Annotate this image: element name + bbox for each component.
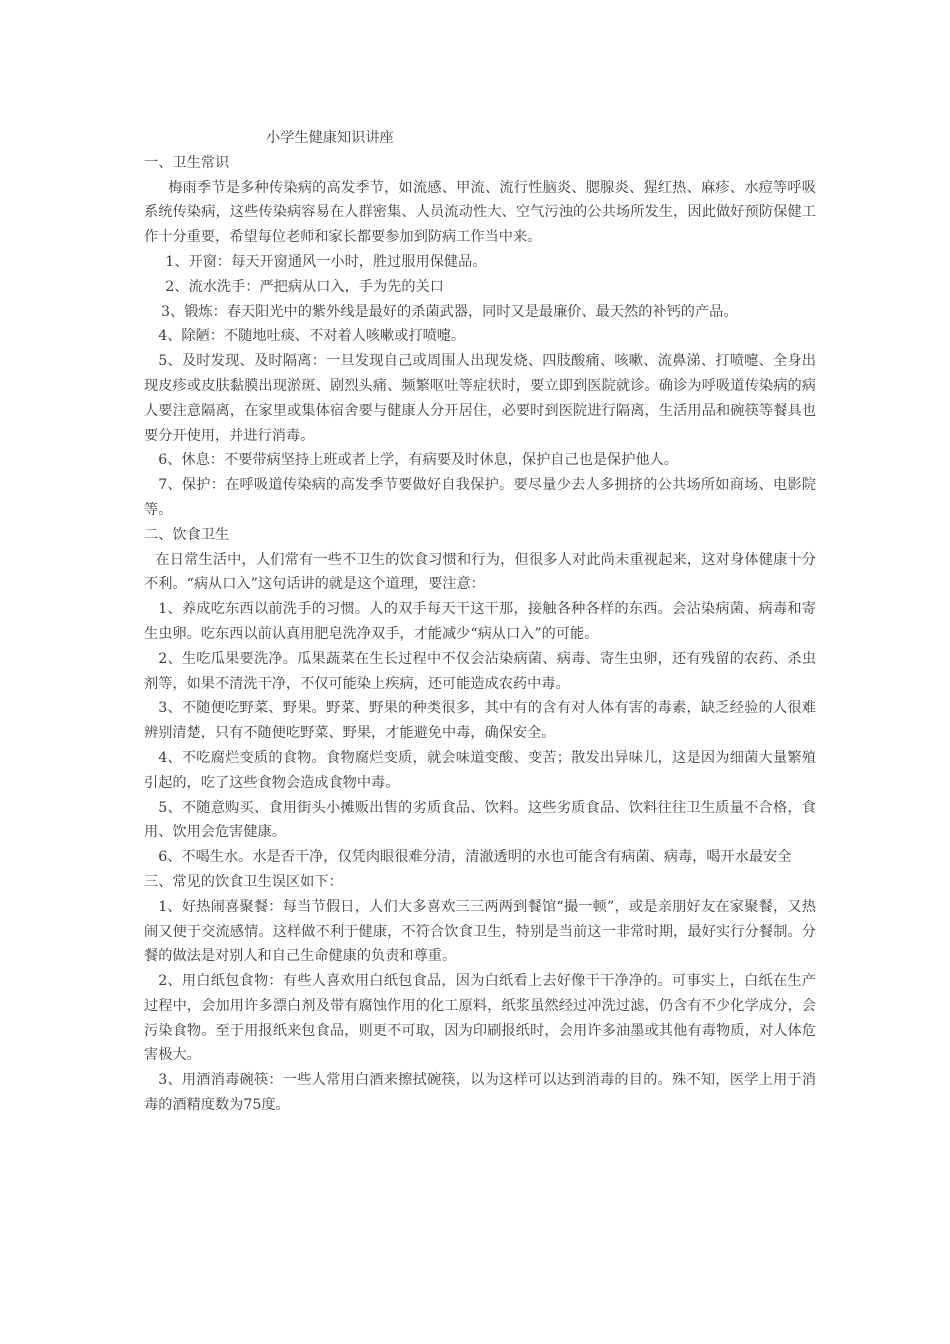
list-item: 2、生吃瓜果要洗净。瓜果蔬菜在生长过程中不仅会沾染病菌、病毒、寄生虫卵，还有残留的农药、杀虫剂等，如果不清洗干净，不仅可能染上疾病，还可能造成农药中毒。	[144, 650, 816, 692]
list-item: 3、不随便吃野菜、野果。野菜、野果的种类很多，其中有的含有对人体有害的毒素，缺乏经验的人很难辨别清楚，只有不随便吃野菜、野果，才能避免中毒，确保安全。	[144, 700, 816, 742]
document-title: 小学生健康知识讲座	[266, 130, 394, 146]
list-item: 3、用酒消毒碗筷：一些人常用白酒来擦拭碗筷，以为这样可以达到消毒的目的。殊不知，医学上用于消毒的酒精度数为75度。	[144, 1072, 816, 1114]
list-item: 1、好热闹喜聚餐：每当节假日，人们大多喜欢三三两两到餐馆“撮一顿”，或是亲朋好友在家聚餐，又热闹又便于交流感情。这样做不利于健康，不符合饮食卫生，特别是当前这一非常时期，最好实行分餐制。分餐的做法是对别人和自己生命健康的负责和尊重。	[144, 898, 816, 965]
list-item: 7、保护：在呼吸道传染病的高发季节要做好自我保护。要尽量少去人多拥挤的公共场所如商场、电影院等。	[144, 477, 816, 518]
list-item: 4、不吃腐烂变质的食物。食物腐烂变质，就会味道变酸、变苦；散发出异味儿，这是因为细菌大量繁殖引起的，吃了这些食物会造成食物中毒。	[144, 749, 816, 791]
list-item: 6、休息：不要带病坚持上班或者上学，有病要及时休息，保护自己也是保护他人。	[158, 452, 678, 469]
section-heading-hygiene: 一、卫生常识	[144, 154, 230, 171]
list-item: 5、不随意购买、食用街头小摊贩出售的劣质食品、饮料。这些劣质食品、饮料往往卫生质量不合格，食用、饮用会危害健康。	[144, 799, 816, 841]
list-item: 4、除陋：不随地吐痰、不对着人咳嗽或打喷嚏。	[158, 328, 466, 345]
list-item: 1、养成吃东西以前洗手的习惯。人的双手每天干这干那，接触各种各样的东西。会沾染病菌、病毒和寄生虫卵。吃东西以前认真用肥皂洗净双手，才能减少“病从口入”的可能。	[144, 601, 816, 642]
list-item: 1、开窗：每天开窗通风一小时，胜过服用保健品。	[165, 253, 487, 270]
list-item: 2、流水洗手：严把病从口入，手为先的关口	[165, 278, 444, 295]
list-item: 5、及时发现、及时隔离：一旦发现自己或周围人出现发烧、四肢酸痛、咳嗽、流鼻涕、打喷嚏、全身出现皮疹或皮肤黏膜出现淤斑、剧烈头痛、频繁呕吐等症状时，要立即到医院就诊。确诊为呼吸道传染病的病人要注意隔离，在家里或集体宿舍要与健康人分开居住，必要时到医院进行隔离，生活用品和碗筷等餐具也要分开使用，并进行消毒。	[144, 353, 816, 444]
section-intro-paragraph: 在日常生活中，人们常有一些不卫生的饮食习惯和行为，但很多人对此尚未重视起来，这对身体健康十分不利。“病从口入”这句话讲的就是这个道理，要注意：	[144, 551, 816, 593]
section-heading-misconceptions: 三、常见的饮食卫生误区如下：	[144, 873, 343, 890]
section-heading-diet: 二、饮食卫生	[144, 526, 230, 543]
list-item: 6、不喝生水。水是否干净，仅凭肉眼很难分清，清澈透明的水也可能含有病菌、病毒，喝开水最安全	[158, 849, 792, 866]
section-intro-paragraph: 梅雨季节是多种传染病的高发季节，如流感、甲流、流行性脑炎、腮腺炎、猩红热、麻疹、水痘等呼吸系统传染病，这些传染病容易在人群密集、人员流动性大、空气污浊的公共场所发生，因此做好预防保健工作十分重要，希望每位老师和家长都要参加到防病工作当中来。	[144, 179, 816, 246]
document-page	[144, 126, 816, 1118]
list-item: 2、用白纸包食物：有些人喜欢用白纸包食品，因为白纸看上去好像干干净净的。可事实上，白纸在生产过程中，会加用许多漂白剂及带有腐蚀作用的化工原料，纸浆虽然经过冲洗过滤，仍含有不少化学成分，会污染食物。至于用报纸来包食品，则更不可取，因为印刷报纸时，会用许多油墨或其他有毒物质，对人体危害极大。	[144, 973, 816, 1064]
list-item: 3、锻炼：春天阳光中的紫外线是最好的杀菌武器，同时又是最廉价、最天然的补钙的产品。	[161, 303, 738, 320]
